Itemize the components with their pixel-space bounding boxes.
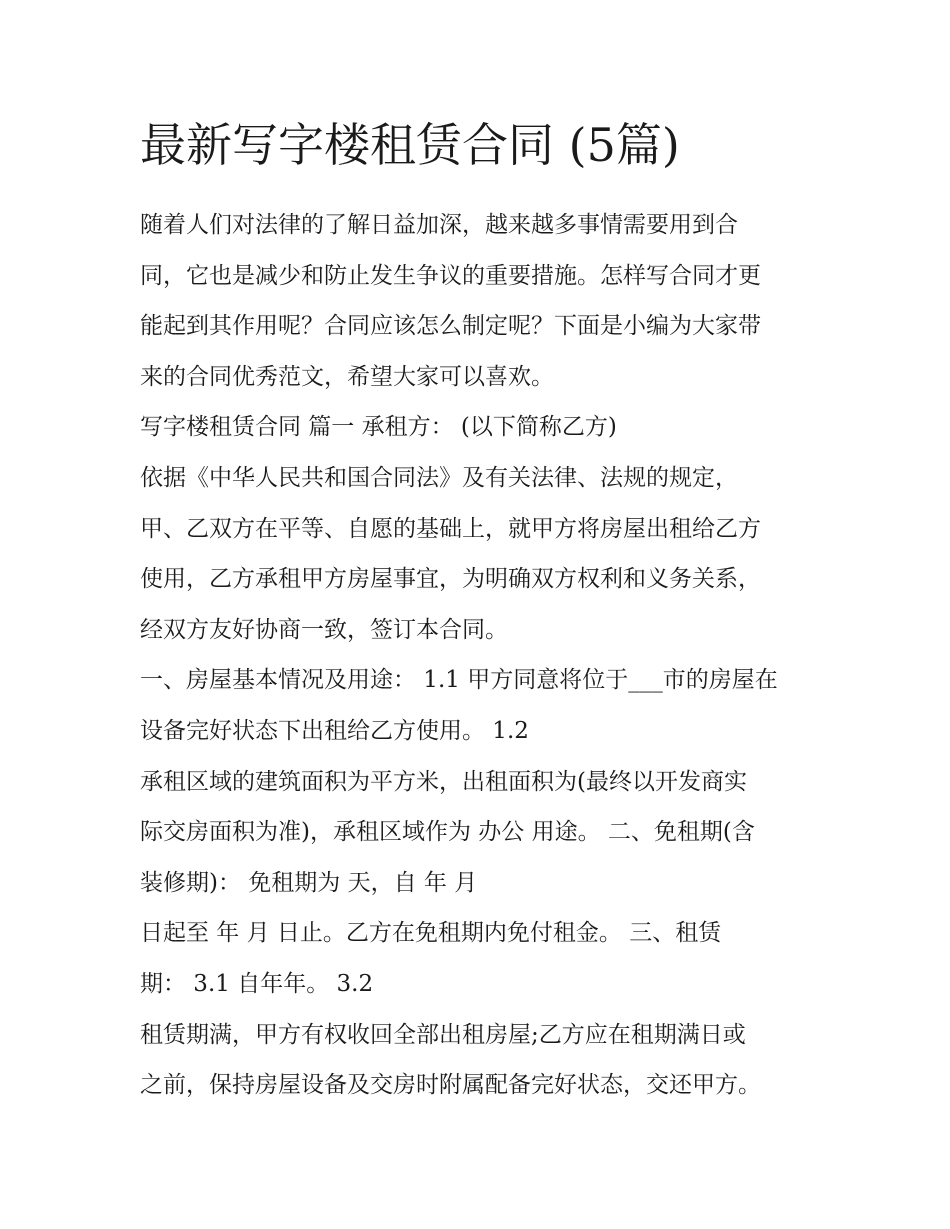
section-heading-line: 写字楼租赁合同 篇一 承租方： (以下简称乙方) [140, 414, 617, 441]
paragraph-line: 租赁期满，甲方有权收回全部出租房屋;乙方应在租期满日或 [140, 1021, 746, 1048]
paragraph-line: 装修期)： 免租期为 天，自 年 月 [140, 869, 478, 896]
paragraph-line: 依据《中华人民共和国合同法》及有关法律、法规的规定， [140, 464, 738, 491]
paragraph-line: 经双方友好协商一致，签订本合同。 [140, 616, 508, 643]
paragraph-line: 承租区域的建筑面积为平方米，出租面积为(最终以开发商实 [140, 768, 747, 795]
paragraph-line: 之前，保持房屋设备及交房时附属配备完好状态，交还甲方。 [140, 1072, 761, 1099]
paragraph-line: 期： 3.1 自年年。 3.2 [140, 970, 374, 997]
paragraph-line: 一、房屋基本情况及用途： 1.1 甲方同意将位于___市的房屋在 [140, 667, 778, 694]
paragraph-line: 际交房面积为准)，承租区域作为 办公 用途。 二、免租期(含 [140, 819, 755, 846]
paragraph-line: 设备完好状态下出租给乙方使用。 1.2 [140, 717, 529, 744]
paragraph-line: 使用，乙方承租甲方房屋事宜，为明确双方权利和义务关系， [140, 566, 761, 593]
paragraph-line: 日起至 年 月 日止。乙方在免租期内免付租金。 三、租赁 [140, 920, 722, 947]
paragraph-line: 能起到其作用呢？合同应该怎么制定呢？下面是小编为大家带 [140, 313, 761, 340]
paragraph-line: 来的合同优秀范文，希望大家可以喜欢。 [140, 363, 554, 390]
document-title: 最新写字楼租赁合同 (5篇) [140, 118, 680, 172]
paragraph-line: 甲、乙双方在平等、自愿的基础上，就甲方将房屋出租给乙方 [140, 515, 761, 542]
document-body [140, 200, 830, 1111]
paragraph-line: 随着人们对法律的了解日益加深，越来越多事情需要用到合 [140, 212, 738, 238]
paragraph-line: 同，它也是减少和防止发生争议的重要措施。怎样写合同才更 [140, 262, 761, 289]
